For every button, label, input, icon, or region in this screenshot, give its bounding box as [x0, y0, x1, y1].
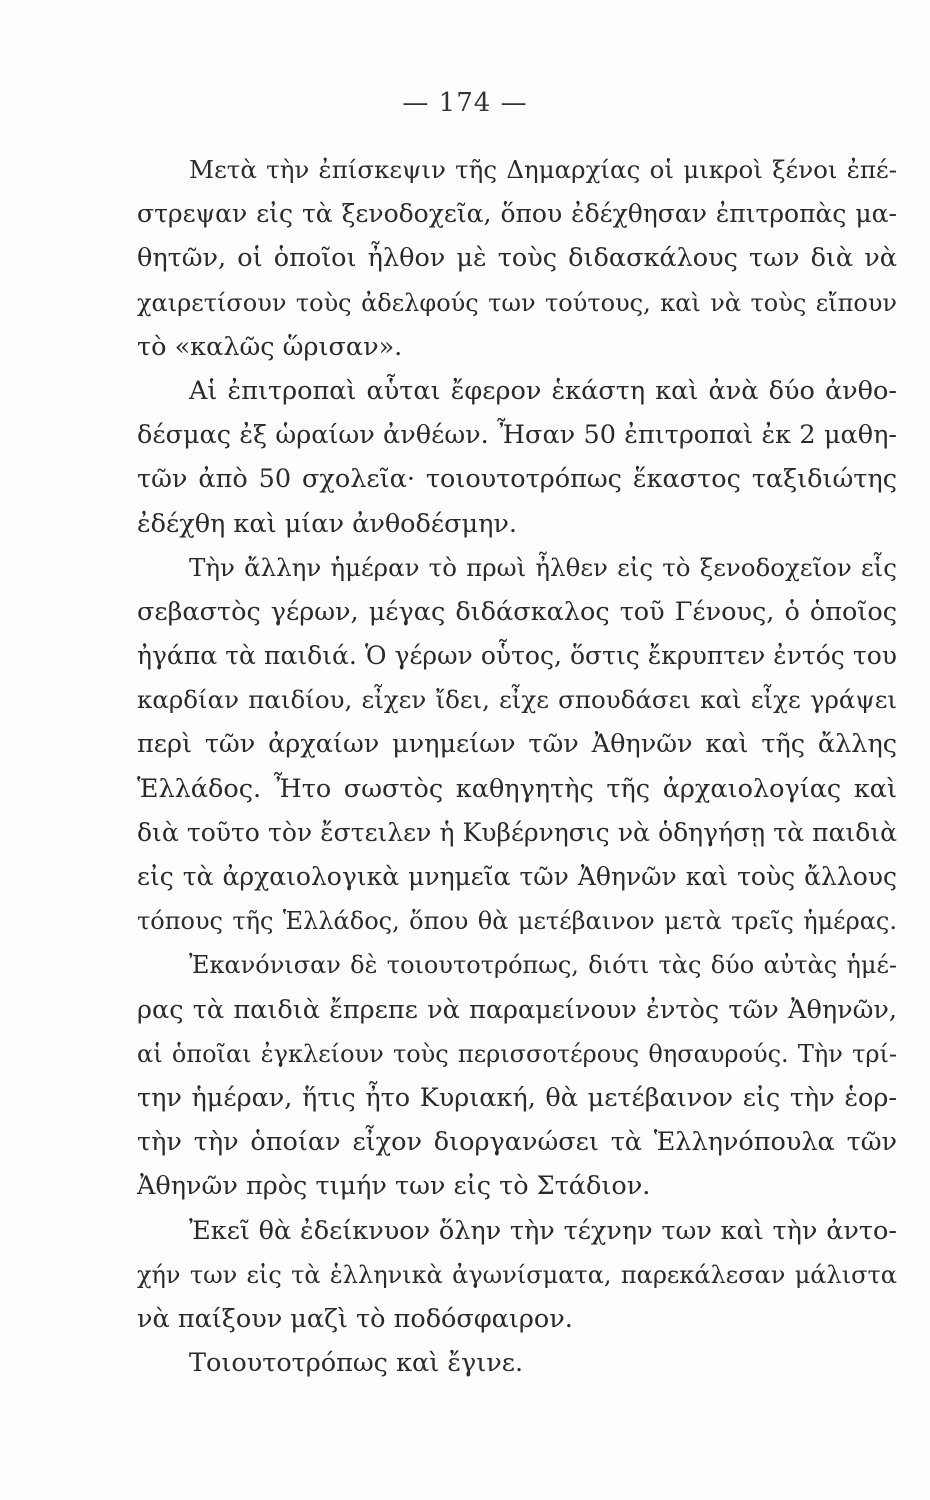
text-line: ἐδέχθη καὶ μίαν ἀνθοδέσμην.	[137, 508, 517, 539]
text-line: τὸ «καλῶς ὥρισαν».	[137, 331, 403, 362]
text-line: νὰ παίξουν μαζὶ τὸ ποδόσφαιρον.	[137, 1303, 573, 1334]
text-line: την ἡμέραν, ἥτις ἦτο Κυριακή, θὰ μετέβαινον εἰς τὴν ἑορ-	[137, 1082, 897, 1113]
text-line: Ἀθηνῶν πρὸς τιμήν των εἰς τὸ Στάδιον.	[137, 1171, 651, 1202]
body-text	[137, 148, 897, 1385]
text-line: τὴν τὴν ὁποίαν εἶχον διοργανώσει τὰ Ἑλληνόπουλα τῶν	[137, 1127, 897, 1158]
text-line: σεβαστὸς γέρων, μέγας διδάσκαλος τοῦ Γένους, ὁ ὁποῖος	[137, 596, 897, 627]
text-line: Ἑλλάδος. Ἦτο σωστὸς καθηγητὴς τῆς ἀρχαιολογίας καὶ	[137, 773, 897, 804]
text-line: καρδίαν παιδίου, εἶχεν ἴδει, εἶχε σπουδάσει καὶ εἶχε γράψει	[137, 685, 897, 715]
text-line: Μετὰ τὴν ἐπίσκεψιν τῆς Δημαρχίας οἱ μικροὶ ξένοι ἐπέ-	[189, 155, 897, 184]
text-line: δέσμας ἐξ ὡραίων ἀνθέων. Ἦσαν 50 ἐπιτροπαὶ ἐκ 2 μαθη-	[137, 420, 897, 451]
text-line: Τὴν ἄλλην ἡμέραν τὸ πρωὶ ἦλθεν εἰς τὸ ξενοδοχεῖον εἷς	[189, 552, 897, 582]
text-line: τῶν ἀπὸ 50 σχολεῖα· τοιουτοτρόπως ἕκαστος ταξιδιώτης	[137, 464, 897, 495]
text-line: Τοιουτοτρόπως καὶ ἔγινε.	[189, 1348, 524, 1379]
text-line: Αἱ ἐπιτροπαὶ αὗται ἔφερον ἑκάστη καὶ ἀνὰ δύο ἀνθο-	[189, 375, 897, 406]
text-line: τόπους τῆς Ἑλλάδος, ὅπου θὰ μετέβαινον μετὰ τρεῖς ἡμέρας.	[137, 907, 897, 936]
text-line: αἱ ὁποῖαι ἐγκλείουν τοὺς περισσοτέρους θησαυρούς. Τὴν τρί-	[137, 1039, 897, 1068]
text-line: εἰς τὰ ἀρχαιολογικὰ μνημεῖα τῶν Ἀθηνῶν καὶ τοὺς ἄλλους	[137, 862, 897, 891]
text-line: θητῶν, οἱ ὁποῖοι ἦλθον μὲ τοὺς διδασκάλους των διὰ νὰ	[137, 243, 897, 274]
text-line: διὰ τοῦτο τὸν ἔστειλεν ἡ Κυβέρνησις νὰ ὁδηγήσῃ τὰ παιδιὰ	[137, 817, 897, 847]
text-line: περὶ τῶν ἀρχαίων μνημείων τῶν Ἀθηνῶν καὶ τῆς ἄλλης	[137, 729, 897, 760]
page-number: — 174 —	[402, 88, 528, 118]
text-line: ρας τὰ παιδιὰ ἔπρεπε νὰ παραμείνουν ἐντὸς τῶν Ἀθηνῶν,	[137, 994, 897, 1025]
text-line: χήν των εἰς τὰ ἑλληνικὰ ἀγωνίσματα, παρεκάλεσαν μάλιστα	[137, 1260, 897, 1289]
text-line: ἠγάπα τὰ παιδιά. Ὁ γέρων οὗτος, ὅστις ἔκρυπτεν ἐντός του	[137, 641, 897, 671]
text-line: χαιρετίσουν τοὺς ἀδελφούς των τούτους, καὶ νὰ τοὺς εἴπουν	[137, 288, 897, 317]
text-line: στρεψαν εἰς τὰ ξενοδοχεῖα, ὅπου ἐδέχθησαν ἐπιτροπὰς μα-	[137, 199, 897, 229]
text-line: Ἐκεῖ θὰ ἐδείκνυον ὅλην τὴν τέχνην των καὶ τὴν ἀντο-	[189, 1215, 897, 1246]
text-line: Ἐκανόνισαν δὲ τοιουτοτρόπως, διότι τὰς δύο αὐτὰς ἡμέ-	[189, 951, 897, 980]
